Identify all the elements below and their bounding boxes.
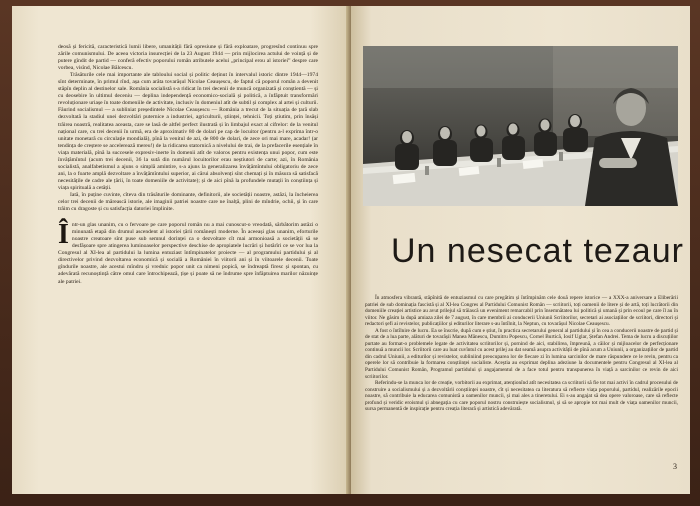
paragraph: În atmosfera vibrantă, stăpînită de entuziasmul cu care pregătim și întîmpinăm cele două repere istorice — a XXX-a aniversare a Eliberării patriei de sub dominația fascistă și al XI-lea Congres al Partidului Comunist Român — scriitorii, toți oamenii de litere și de artă, toți lucrătorii din domeniile creației artistice au avut prilejul să trăiască un eveniment remarcabil prin însemnătatea lui politică și umană și prin ecoul pe care îl au în viitor. Ne găsim la după amiaza zilei de 7 august, în care membrii ai conducerii Uniunii Scriitorilor, secretari ai asociațiilor de scriitori, directori și redactori șefi ai revistelor, publicațiilor și editurilor literare s-au întîlnit, la Neptun, cu tovarășul Nicolae Ceaușescu.: [365, 295, 678, 328]
right-column-text: [365, 295, 678, 413]
left-column-text: [58, 44, 318, 286]
left-page: [12, 6, 351, 494]
paragraph: Referindu-se la munca lor de creație, vorbitorii au exprimat, atenționînd atît necesitatea ca scriitorii să fie tot mai activi în cadrul procesului de construire a socialismului și a dezvoltării conștiinței noastre, cît și necesitatea ca literatura să reflecte viața poporului, partidul, realizările epocii noastre, să contribuie la educarea comunistă a oamenilor muncii, și mai ales a tineretului. Ei s-au angajat să dea opere valoroase, care să reflecte profund și veridic eroismul și abnegația cu care poporul nostru construiește socialismul, și să se apropie tot mai mult de viața oamenilor muncii, sursa permanentă de inspirație pentru creația literară și artistică adevărată.: [365, 380, 678, 413]
paragraph: Trăsăturile cele mai importante ale tabloului social și politic deținut în intervalul istoric dintre 1944—1974 sînt determinate, în primul rînd, așa cum arăta tovarășul Nicolae Ceaușescu, de faptul că poporul român a devenit stăpîn deplin al destinelor sale. România socialistă s-a ridicat în trei decenii de muncă organizată și conștientă — și cu deosebire în ultimul deceniu — deplina independență economico-socială și politică, a înfăptuit transformări revoluționare uriașe în toate domeniile de activitate, inclusiv în domeniul atît de subtil și complex al artei și culturii. Făurind socialismul — a subliniat președintele Nicolae Ceaușescu — România a trecut de la situația de țară slab dezvoltată la stadiul unei dezvoltări puternice a industriei, agriculturii, științei, tehnicii. Toți știutim, prin însăși trăirea noastră, realitatea aceasta, care se lasă de altfel perfect ilustrată și în limbajul exact al cifrelor: de la venitul național care, cu trei decenii în urmă, era de aproximativ 80 de dolari pe cap de locuitor (pentru a-l exprima într-o unitate monetară cu circulație mondială), pînă la venitul de azi, de 800 de dolari, de zece ori mai mare, acadar! (ar tendința de creștere se accelerează mereu!) de la ridicarea statornică a nivelului de trai, de la prefacerile esențiale în viața materială, pînă la succesele expresiv-inerte în domenii atît de valoros pentru existența unui popor, cum este învățămîntul (acum trei decenii, 36 la sută din numărul locuitorilor erau neștiutori de carte; azi, în România socialistă, analfabetismul a ajuns o simplă amintire, s-a ajuns la generalizarea învățămîntului obligatoriu de zece ani, la o foarte amplă dezvoltare a învățămîntului superior, ai cărui absolvenți sînt chemați și în măsura să satisfacă necesitățile de cadre ale țării, în toate domeniile de activitate); și de aici pînă la profundele mutații în conștiința și viața spirituală a cetății.: [58, 72, 318, 191]
drop-cap-paragraph: [58, 219, 318, 285]
paragraph: deosă și fericită, caracteristică lumii libere, umanității fără opresiune și fără exploatare, progresînd continuu spre zările comunismului. De aceea victoria insurecției de la 23 August 1944 — prin mijlocirea actului de voință și de putere gîndit de partid — conferă efectiv poporului român atributele acelui „principal erou al istoriei” despre care vorbea, visînd, Nicolae Bălcescu.: [58, 44, 318, 72]
right-page: [351, 6, 690, 494]
paragraph-body: ntr-un glas unanim, cu o fervoare pe care poporul român nu a mai cunoscut-o vreodată, sărbătorim astăzi o minunată etapă din drumul ascendent al istoriei țării românești moderne. În aceeași glas unanim, eforturile noastre creatoare sînt puse sub semnul dorinței ca o dezvoltare cît mai armonioasă a societății să se desfășoare spre atingerea luminoaselor perspective deschise de apropiatele lucrări și hotărîri ce se vor lua la Congresul al XI-lea al partidului la lumina entuziast întîmpinatelor proiecte — al programului partidului și al directivelor privind dezvoltarea economică și socială a României în viitorii ani și în viitoarele decenii. Toate gîndurile noastre, ale acestui mîndru și vrednic popor unit ca nimeni popică, se îndreaptă firesc și spontan, cu adevărată recunoștință către omul care întrochipează, țișe și poate să ne îndrume spre înfăptuirea marilor năzuințe ale patriei.: [58, 222, 318, 285]
paragraph: A fost o întîlnire de lucru. Ea se înscrie, după cum e știut, în practica secretarului general al partidului și în cea a conducerii noastre de partid și de stat de a lua parte, alături de tovarășii Manea Mănescu, Dumitru Popescu, Cornel Burtică, Iosif Uglar, Ștefan Andrei. Tema de lucru a discuțiilor purtate au format-o problemele legate de activitatea scriitorilor și, pornind de aici, stabilirea, împreună, a căilor și mijloacelor de perfecționare continuă a muncii lor. Scriitorii care au luat cuvîntul cu acest prilej au dat seamă asupra activității de pînă acum a Uniunii, a organizațiilor de partid din cadrul Uniunii, a editurilor și revistelor, subliniind preocuparea lor de fiecare zi în lumina sarcinilor de mare răspundere ce le revin, pentru ca operele lor să contribuie la formarea conștiinței socialiste. Aceștia au exprimat deplina adeziune la documentele pentru Congresul al XI-lea al Partidului Comunist Român, Programul partidului și angajamentul de a face totul pentru transpunerea în viață a sarcinilor ce revin de aici scriitorilor.: [365, 327, 678, 380]
meeting-photo-illustration: [363, 46, 678, 206]
drop-cap: Î: [58, 219, 69, 251]
paragraph: Iată, în puține cuvinte, cîteva din trăsăturile dominante, definitorii, ale societății noastre, astăzi, la încheierea celor trei decenii de mărească istorie, ale imaginii patriei noastre care ne înalță, plini de mîndrie, ochii, și în care trăim cu dragoste și cu satisfacția datoriei împlinite.: [58, 191, 318, 213]
page-number: 3: [673, 462, 677, 471]
article-title: Un nesecat tezaur: [391, 232, 684, 270]
meeting-photo: [363, 46, 678, 206]
